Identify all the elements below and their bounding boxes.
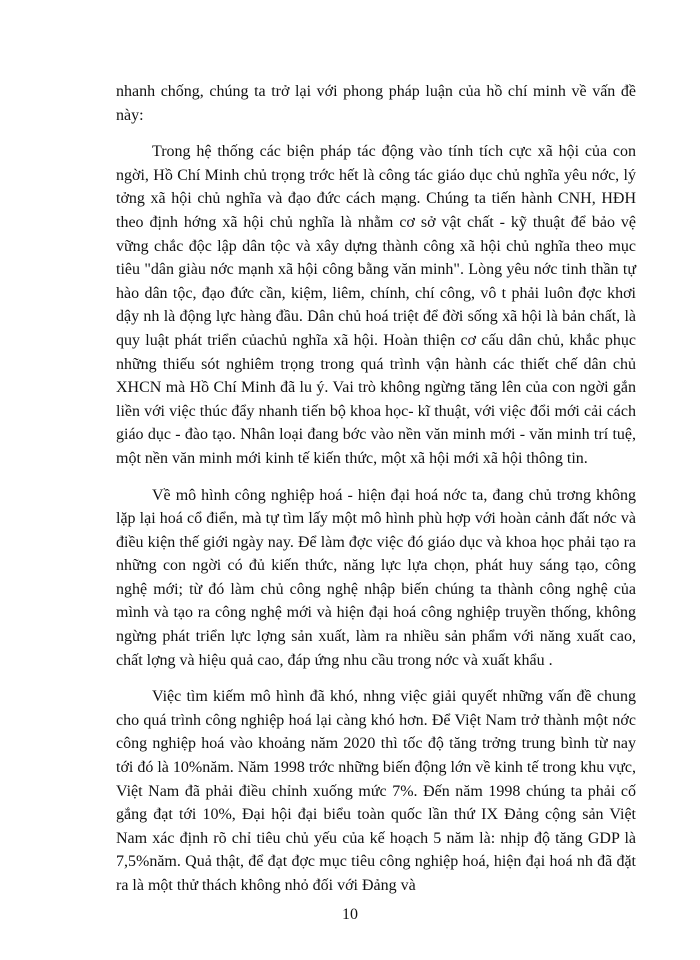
paragraph-growth-targets: Việc tìm kiếm mô hình đã khó, nhng việc giải quyết những vấn đề chung cho quá trình công nghiệp hoá lại càng khó hơn. Để Việt Nam trở thành một nớc công nghiệp hoá vào khoảng năm 2020 thì tốc độ tăng trởng trung bình từ nay tới đó là 10%năm. Năm 1998 trớc những biến động lớn về kinh tế trong khu vực, Việt Nam đã phải điều chỉnh xuống mức 7%. Đến năm 1998 chúng ta phải cố gắng đạt tới 10%, Đại hội đại biểu toàn quốc lần thứ IX Đảng cộng sản Việt Nam xác định rõ chỉ tiêu chủ yếu của kế hoạch 5 năm là: nhịp độ tăng GDP là 7,5%năm. Quả thật, để đạt đợc mục tiêu công nghiệp hoá, hiện đại hoá nh đã đặt ra là một thử thách không nhỏ đối với Đảng và [116, 688, 636, 894]
paragraph-education-measures: Trong hệ thống các biện pháp tác động vào tính tích cực xã hội của con ngời, Hồ Chí Minh chủ trọng trớc hết là công tác giáo dục chủ nghĩa yêu nớc, lý tởng xã hội chủ nghĩa và đạo đức cách mạng. Chúng ta tiến hành CNH, HĐH theo định hớng xã hội chủ nghĩa là nhằm cơ sở vật chất - kỹ thuật để bảo vệ vững chắc độc lập dân tộc và xây dựng thành công xã hội chủ nghĩa theo mục tiêu "dân giàu nớc mạnh xã hội công bằng văn minh". Lòng yêu nớc tinh thần tự hào dân tộc, đạo đức cần, kiệm, liêm, chính, chí công, vô t phải luôn đợc khơi dậy nh là động lực hàng đầu. Dân chủ hoá triệt để đời sống xã hội là bản chất, là quy luật phát triển củachủ nghĩa xã hội. Hoàn thiện cơ cấu dân chủ, khắc phục những thiếu sót nghiêm trọng trong quá trình vận hành các thiết chế dân chủ XHCN mà Hồ Chí Minh đã lu ý. Vai trò không ngừng tăng lên của con ngời gắn liền với việc thúc đẩy nhanh tiến bộ khoa học- kĩ thuật, với việc đổi mới cải cách giáo dục - đào tạo. Nhân loại đang bớc vào nền văn minh mới - văn minh trí tuệ, một nền văn minh mới kinh tế kiến thức, một xã hội mới xã hội thông tin. [116, 143, 636, 467]
page-number: 10 [342, 906, 358, 923]
paragraph-industrialization-model: Về mô hình công nghiệp hoá - hiện đại hoá nớc ta, đang chủ trơng không lặp lại hoá cổ điển, mà tự tìm lấy một mô hình phù hợp với hoàn cảnh đất nớc và điều kiện thế giới ngày nay. Để làm đợc việc đó giáo dục và khoa học phải tạo ra những con ngời có đủ kiến thức, năng lực lựa chọn, phát huy sáng tạo, công nghệ mới; từ đó làm chủ công nghệ nhập biến chúng ta thành công nghệ của mình và tạo ra công nghệ mới và hiện đại hoá công nghiệp truyền thống, không ngừng phát triển lực lợng sản xuất, làm ra nhiều sản phẩm với năng xuất cao, chất lợng và hiệu quả cao, đáp ứng nhu cầu trong nớc và xuất khẩu . [116, 486, 636, 669]
paragraph-continuation: nhanh chống, chúng ta trở lại với phong pháp luận của hồ chí minh về vấn đề này: [116, 83, 636, 124]
